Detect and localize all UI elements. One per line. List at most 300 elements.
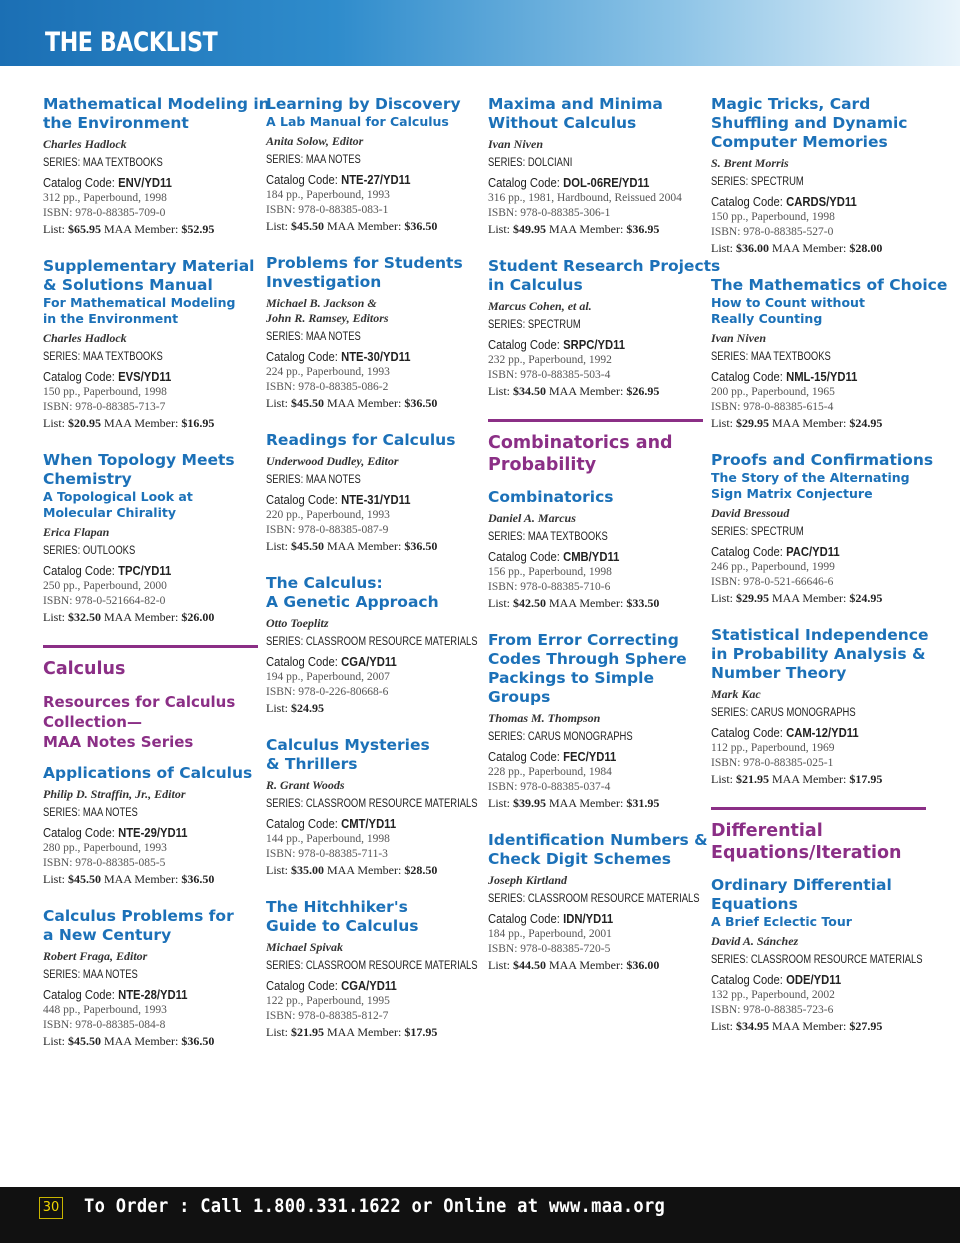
book-title: Statistical Independence xyxy=(711,626,929,644)
book-entry xyxy=(711,626,929,787)
book-format: 184 pp., Paperbound, 1993 xyxy=(266,189,390,201)
book-title: Calculus Mysteries xyxy=(266,736,430,754)
catalog-code xyxy=(266,978,460,994)
book-isbn: ISBN: 978-0-88385-306-1 xyxy=(488,207,611,219)
member-price-label: MAA Member: xyxy=(772,772,847,786)
catalog-code xyxy=(711,194,905,210)
book-title: Without Calculus xyxy=(488,114,637,132)
book-isbn: ISBN: 978-0-88385-711-3 xyxy=(266,848,388,860)
price-line xyxy=(488,795,703,811)
member-price-label: MAA Member: xyxy=(549,384,624,398)
book-isbn: ISBN: 978-0-88385-710-6 xyxy=(488,581,611,593)
list-price: $34.95 xyxy=(736,1019,770,1033)
list-price: $44.50 xyxy=(513,958,547,972)
price-line xyxy=(266,862,481,878)
book-series: SERIES: SPECTRUM xyxy=(711,176,804,188)
book-isbn: ISBN: 978-0-88385-709-0 xyxy=(43,207,166,219)
book-title: Equations xyxy=(711,895,798,913)
catalog-code xyxy=(43,825,237,841)
book-isbn: ISBN: 978-0-88385-713-7 xyxy=(43,401,166,413)
price-line xyxy=(266,700,481,716)
list-price: $45.50 xyxy=(68,1034,102,1048)
list-price-label: List: xyxy=(43,1034,66,1048)
price-line xyxy=(43,871,258,887)
book-format: 220 pp., Paperbound, 1993 xyxy=(266,509,390,521)
price-line xyxy=(711,1018,926,1034)
book-series: SERIES: SPECTRUM xyxy=(488,319,581,331)
book-entry xyxy=(488,257,721,399)
member-price: $17.95 xyxy=(404,1025,438,1039)
book-title: Readings for Calculus xyxy=(266,431,456,449)
price-line xyxy=(488,383,703,399)
book-isbn: ISBN: 978-0-88385-720-5 xyxy=(488,943,611,955)
catalog-code-value: NTE-28/YD11 xyxy=(118,988,188,1002)
member-price: $36.50 xyxy=(404,219,438,233)
section-title: Differential xyxy=(711,821,823,841)
price-line xyxy=(266,538,481,554)
catalog-code-label: Catalog Code: xyxy=(266,817,338,831)
book-title: in Probability Analysis & xyxy=(711,645,926,663)
member-price: $36.95 xyxy=(626,222,660,236)
book-author: Charles Hadlock xyxy=(43,137,127,151)
book-title: Learning by Discovery xyxy=(266,95,461,113)
book-series: SERIES: MAA NOTES xyxy=(43,969,138,981)
price-line xyxy=(43,609,258,625)
list-price-label: List: xyxy=(488,596,511,610)
list-price-label: List: xyxy=(488,958,511,972)
book-title: Proofs and Confirmations xyxy=(711,451,934,469)
book-entry xyxy=(711,451,934,606)
book-format: 448 pp., Paperbound, 1993 xyxy=(43,1004,167,1016)
book-title: The Hitchhiker's xyxy=(266,898,408,916)
column-2 xyxy=(266,95,481,1060)
list-price-label: List: xyxy=(266,396,289,410)
list-price-label: List: xyxy=(711,772,734,786)
member-price-label: MAA Member: xyxy=(772,591,847,605)
book-title: & Thrillers xyxy=(266,755,358,773)
header-title: THE BACKLIST xyxy=(45,27,218,58)
catalog-code-label: Catalog Code: xyxy=(488,912,560,926)
list-price-label: List: xyxy=(488,222,511,236)
book-title: Guide to Calculus xyxy=(266,917,419,935)
book-author: Anita Solow, Editor xyxy=(266,134,364,148)
list-price-label: List: xyxy=(488,796,511,810)
book-entry xyxy=(43,95,270,237)
catalog-code xyxy=(266,816,460,832)
book-title: Magic Tricks, Card xyxy=(711,95,871,113)
catalog-code xyxy=(266,654,460,670)
book-author: Mark Kac xyxy=(711,687,761,701)
page-header xyxy=(0,0,960,66)
book-isbn: ISBN: 978-0-88385-527-0 xyxy=(711,226,834,238)
book-entry xyxy=(266,898,481,1040)
price-line xyxy=(266,218,481,234)
book-subtitle: in the Environment xyxy=(43,311,179,326)
page-footer xyxy=(0,1187,960,1243)
price-line xyxy=(266,1024,481,1040)
book-series: SERIES: CLASSROOM RESOURCE MATERIALS xyxy=(266,960,478,972)
price-line xyxy=(43,1033,258,1049)
list-price: $42.50 xyxy=(513,596,547,610)
column-1 xyxy=(43,95,270,1069)
catalog-code xyxy=(43,987,237,1003)
book-isbn: ISBN: 978-0-88385-025-1 xyxy=(711,757,834,769)
book-series: SERIES: SPECTRUM xyxy=(711,526,804,538)
member-price: $36.50 xyxy=(404,396,438,410)
book-title: Packings to Simple xyxy=(488,669,654,687)
list-price-label: List: xyxy=(43,872,66,886)
book-author: Charles Hadlock xyxy=(43,331,127,345)
book-isbn: ISBN: 978-0-88385-084-8 xyxy=(43,1019,166,1031)
catalog-code xyxy=(711,544,905,560)
book-entry xyxy=(266,431,481,554)
book-title: From Error Correcting xyxy=(488,631,679,649)
catalog-code-label: Catalog Code: xyxy=(43,370,115,384)
book-subtitle: A Lab Manual for Calculus xyxy=(266,114,449,129)
book-title: Applications of Calculus xyxy=(43,764,253,782)
book-title: Number Theory xyxy=(711,664,847,682)
book-title: Chemistry xyxy=(43,470,132,488)
list-price-label: List: xyxy=(488,384,511,398)
list-price-label: List: xyxy=(43,416,66,430)
catalog-code-label: Catalog Code: xyxy=(266,655,338,669)
book-isbn: ISBN: 978-0-226-80668-6 xyxy=(266,686,389,698)
section-title: Combinatorics and xyxy=(488,433,673,453)
member-price-label: MAA Member: xyxy=(327,219,402,233)
book-subtitle: How to Count without xyxy=(711,295,865,310)
member-price-label: MAA Member: xyxy=(772,416,847,430)
member-price: $36.50 xyxy=(181,1034,215,1048)
member-price-label: MAA Member: xyxy=(327,539,402,553)
catalog-code-value: NTE-27/YD11 xyxy=(341,173,411,187)
catalog-code-value: NTE-31/YD11 xyxy=(341,493,411,507)
price-line xyxy=(488,957,703,973)
section-header xyxy=(488,419,703,476)
book-title: A Genetic Approach xyxy=(266,593,439,611)
catalog-code-label: Catalog Code: xyxy=(711,370,783,384)
member-price: $36.50 xyxy=(181,872,215,886)
member-price: $28.50 xyxy=(404,863,438,877)
list-price-label: List: xyxy=(711,591,734,605)
catalog-code-value: CMT/YD11 xyxy=(341,817,397,831)
price-line xyxy=(488,595,703,611)
catalog-code xyxy=(43,175,237,191)
catalog-code-label: Catalog Code: xyxy=(711,973,783,987)
catalog-code-label: Catalog Code: xyxy=(488,550,560,564)
catalog-code-label: Catalog Code: xyxy=(43,988,115,1002)
catalog-code-value: TPC/YD11 xyxy=(118,564,172,578)
list-price-label: List: xyxy=(43,610,66,624)
book-format: 200 pp., Paperbound, 1965 xyxy=(711,386,835,398)
book-title: Problems for Students xyxy=(266,254,463,272)
list-price: $21.95 xyxy=(736,772,770,786)
page-number: 30 xyxy=(39,1197,63,1219)
member-price: $24.95 xyxy=(849,416,883,430)
member-price-label: MAA Member: xyxy=(549,222,624,236)
book-title: in Calculus xyxy=(488,276,583,294)
price-line xyxy=(711,771,926,787)
catalog-code-value: CGA/YD11 xyxy=(341,979,397,993)
member-price: $36.50 xyxy=(404,539,438,553)
list-price: $20.95 xyxy=(68,416,102,430)
book-author: Joseph Kirtland xyxy=(488,873,568,887)
list-price: $32.50 xyxy=(68,610,102,624)
catalog-code-label: Catalog Code: xyxy=(711,195,783,209)
collection-title-line: MAA Notes Series xyxy=(43,733,194,751)
book-author: Robert Fraga, Editor xyxy=(43,949,148,963)
book-series: SERIES: MAA TEXTBOOKS xyxy=(43,157,163,169)
member-price: $28.00 xyxy=(849,241,883,255)
book-isbn: ISBN: 978-0-521-66646-6 xyxy=(711,576,834,588)
book-entry xyxy=(43,257,258,431)
book-subtitle: Really Counting xyxy=(711,311,823,326)
list-price: $39.95 xyxy=(513,796,547,810)
catalog-code-label: Catalog Code: xyxy=(711,545,783,559)
catalog-code xyxy=(266,349,460,365)
member-price: $26.00 xyxy=(181,610,215,624)
list-price: $21.95 xyxy=(291,1025,325,1039)
catalog-code xyxy=(266,172,460,188)
book-format: 122 pp., Paperbound, 1995 xyxy=(266,995,390,1007)
book-series: SERIES: DOLCIANI xyxy=(488,157,573,169)
book-format: 250 pp., Paperbound, 2000 xyxy=(43,580,167,592)
book-format: 194 pp., Paperbound, 2007 xyxy=(266,671,390,683)
book-title: Shuffling and Dynamic xyxy=(711,114,908,132)
order-line: To Order : Call 1.800.331.1622 or Online at www.maa.org xyxy=(84,1195,666,1217)
book-series: SERIES: MAA TEXTBOOKS xyxy=(488,531,608,543)
list-price-label: List: xyxy=(266,863,289,877)
collection-title-line: Collection— xyxy=(43,713,142,731)
catalog-code-value: NTE-29/YD11 xyxy=(118,826,188,840)
list-price: $45.50 xyxy=(291,539,325,553)
book-author: Otto Toeplitz xyxy=(266,616,329,630)
list-price: $34.50 xyxy=(513,384,547,398)
member-price: $26.95 xyxy=(626,384,660,398)
list-price: $49.95 xyxy=(513,222,547,236)
member-price-label: MAA Member: xyxy=(549,796,624,810)
catalog-code-value: NTE-30/YD11 xyxy=(341,350,411,364)
book-author: David A. Sánchez xyxy=(711,934,799,948)
section-title: Calculus xyxy=(43,659,126,679)
catalog-code xyxy=(488,549,682,565)
catalog-code-label: Catalog Code: xyxy=(488,338,560,352)
book-format: 232 pp., Paperbound, 1992 xyxy=(488,354,612,366)
list-price: $65.95 xyxy=(68,222,102,236)
book-entry xyxy=(488,95,703,237)
book-author: Michael Spivak xyxy=(266,940,343,954)
book-format: 184 pp., Paperbound, 2001 xyxy=(488,928,612,940)
book-title: The Mathematics of Choice xyxy=(711,276,948,294)
book-series: SERIES: MAA NOTES xyxy=(43,807,138,819)
book-author: Erica Flapan xyxy=(43,525,110,539)
book-entry xyxy=(266,95,481,234)
book-entry xyxy=(43,907,258,1049)
catalog-code xyxy=(266,492,460,508)
section-title: Equations/Iteration xyxy=(711,843,902,863)
list-price-label: List: xyxy=(266,219,289,233)
member-price: $31.95 xyxy=(626,796,660,810)
book-subtitle: Sign Matrix Conjecture xyxy=(711,486,873,501)
list-price: $24.95 xyxy=(291,701,325,715)
book-series: SERIES: CLASSROOM RESOURCE MATERIALS xyxy=(266,636,478,648)
book-series: SERIES: CLASSROOM RESOURCE MATERIALS xyxy=(711,954,923,966)
book-series: SERIES: MAA TEXTBOOKS xyxy=(711,351,831,363)
book-series: SERIES: OUTLOOKS xyxy=(43,545,136,557)
book-entry xyxy=(266,254,481,411)
book-format: 156 pp., Paperbound, 1998 xyxy=(488,566,612,578)
book-entry xyxy=(266,736,481,878)
book-entry xyxy=(488,488,703,611)
book-title: Computer Memories xyxy=(711,133,888,151)
catalog-code-value: DOL-06RE/YD11 xyxy=(563,176,650,190)
book-title: Supplementary Material xyxy=(43,257,255,275)
book-title: The Calculus: xyxy=(266,574,383,592)
list-price: $45.50 xyxy=(291,396,325,410)
book-series: SERIES: CARUS MONOGRAPHS xyxy=(488,731,633,743)
list-price: $36.00 xyxy=(736,241,770,255)
member-price-label: MAA Member: xyxy=(327,396,402,410)
list-price-label: List: xyxy=(266,701,289,715)
price-line xyxy=(711,415,926,431)
member-price: $36.00 xyxy=(626,958,660,972)
book-subtitle: A Brief Eclectic Tour xyxy=(711,914,852,929)
catalog-code-label: Catalog Code: xyxy=(266,173,338,187)
book-title: Groups xyxy=(488,688,551,706)
list-price-label: List: xyxy=(711,1019,734,1033)
catalog-code xyxy=(711,725,905,741)
book-series: SERIES: CLASSROOM RESOURCE MATERIALS xyxy=(266,798,478,810)
price-line xyxy=(711,240,926,256)
catalog-code-value: NML-15/YD11 xyxy=(786,370,858,384)
book-title: Investigation xyxy=(266,273,382,291)
book-subtitle: For Mathematical Modeling xyxy=(43,295,236,310)
book-series: SERIES: MAA TEXTBOOKS xyxy=(43,351,163,363)
book-isbn: ISBN: 978-0-88385-083-1 xyxy=(266,204,389,216)
book-format: 132 pp., Paperbound, 2002 xyxy=(711,989,835,1001)
catalog-code-label: Catalog Code: xyxy=(266,350,338,364)
book-author: Marcus Cohen, et al. xyxy=(488,299,592,313)
catalog-code xyxy=(43,369,237,385)
member-price-label: MAA Member: xyxy=(327,1025,402,1039)
member-price-label: MAA Member: xyxy=(104,610,179,624)
member-price: $17.95 xyxy=(849,772,883,786)
book-isbn: ISBN: 978-0-88385-615-4 xyxy=(711,401,834,413)
book-format: 150 pp., Paperbound, 1998 xyxy=(43,386,167,398)
catalog-code-label: Catalog Code: xyxy=(266,493,338,507)
book-title: Combinatorics xyxy=(488,488,614,506)
catalog-code-value: EVS/YD11 xyxy=(118,370,172,384)
catalog-code xyxy=(488,175,682,191)
book-format: 112 pp., Paperbound, 1969 xyxy=(711,742,835,754)
catalog-code-label: Catalog Code: xyxy=(488,750,560,764)
catalog-code-value: CARDS/YD11 xyxy=(786,195,857,209)
book-title: Student Research Projects xyxy=(488,257,721,275)
book-series: SERIES: MAA NOTES xyxy=(266,154,361,166)
catalog-code-label: Catalog Code: xyxy=(266,979,338,993)
catalog-code xyxy=(488,749,682,765)
member-price-label: MAA Member: xyxy=(549,958,624,972)
catalog-code xyxy=(43,563,237,579)
catalog-code-value: CGA/YD11 xyxy=(341,655,397,669)
book-format: 228 pp., Paperbound, 1984 xyxy=(488,766,612,778)
book-entry xyxy=(266,574,481,716)
catalog-code xyxy=(711,369,905,385)
collection-heading xyxy=(43,692,258,752)
book-entry xyxy=(711,276,948,431)
catalog-code-label: Catalog Code: xyxy=(488,176,560,190)
list-price: $45.50 xyxy=(291,219,325,233)
book-title: Calculus Problems for xyxy=(43,907,234,925)
book-format: 144 pp., Paperbound, 1998 xyxy=(266,833,390,845)
book-format: 312 pp., Paperbound, 1998 xyxy=(43,192,167,204)
catalog-code xyxy=(488,911,682,927)
book-series: SERIES: MAA NOTES xyxy=(266,474,361,486)
book-author: Daniel A. Marcus xyxy=(488,511,576,525)
book-author: Ivan Niven xyxy=(711,331,766,345)
member-price-label: MAA Member: xyxy=(104,222,179,236)
member-price: $52.95 xyxy=(181,222,215,236)
member-price-label: MAA Member: xyxy=(104,872,179,886)
book-title: Maxima and Minima xyxy=(488,95,663,113)
book-title: When Topology Meets xyxy=(43,451,235,469)
book-isbn: ISBN: 978-0-88385-723-6 xyxy=(711,1004,834,1016)
catalog-code xyxy=(711,972,905,988)
book-isbn: ISBN: 978-0-88385-087-9 xyxy=(266,524,389,536)
book-isbn: ISBN: 978-0-88385-503-4 xyxy=(488,369,611,381)
price-line xyxy=(43,221,258,237)
book-isbn: ISBN: 978-0-88385-812-7 xyxy=(266,1010,389,1022)
book-entry xyxy=(488,631,703,811)
book-entry xyxy=(711,95,926,256)
catalog-code-label: Catalog Code: xyxy=(711,726,783,740)
list-price-label: List: xyxy=(711,241,734,255)
book-series: SERIES: MAA NOTES xyxy=(266,331,361,343)
member-price: $27.95 xyxy=(849,1019,883,1033)
section-header xyxy=(43,645,258,680)
member-price: $33.50 xyxy=(626,596,660,610)
member-price: $16.95 xyxy=(181,416,215,430)
list-price: $29.95 xyxy=(736,416,770,430)
book-format: 246 pp., Paperbound, 1999 xyxy=(711,561,835,573)
book-isbn: ISBN: 978-0-88385-085-5 xyxy=(43,857,166,869)
member-price-label: MAA Member: xyxy=(772,241,847,255)
list-price-label: List: xyxy=(711,416,734,430)
column-3 xyxy=(488,95,721,993)
book-entry xyxy=(43,764,258,887)
member-price-label: MAA Member: xyxy=(104,416,179,430)
book-format: 316 pp., 1981, Hardbound, Reissued 2004 xyxy=(488,192,682,204)
book-author: John R. Ramsey, Editors xyxy=(266,311,389,325)
book-series: SERIES: CLASSROOM RESOURCE MATERIALS xyxy=(488,893,700,905)
book-subtitle: The Story of the Alternating xyxy=(711,470,910,485)
book-entry xyxy=(43,451,258,625)
catalog-code-label: Catalog Code: xyxy=(43,564,115,578)
book-title: the Environment xyxy=(43,114,189,132)
book-title: a New Century xyxy=(43,926,172,944)
member-price-label: MAA Member: xyxy=(772,1019,847,1033)
book-isbn: ISBN: 978-0-88385-086-2 xyxy=(266,381,389,393)
member-price-label: MAA Member: xyxy=(549,596,624,610)
section-header xyxy=(711,807,926,864)
member-price: $24.95 xyxy=(849,591,883,605)
book-author: R. Grant Woods xyxy=(266,778,345,792)
book-author: Philip D. Straffin, Jr., Editor xyxy=(43,787,186,801)
catalog-code-label: Catalog Code: xyxy=(43,176,115,190)
price-line xyxy=(488,221,703,237)
collection-title-line: Resources for Calculus xyxy=(43,693,236,711)
list-price-label: List: xyxy=(266,1025,289,1039)
catalog-code-value: SRPC/YD11 xyxy=(563,338,625,352)
